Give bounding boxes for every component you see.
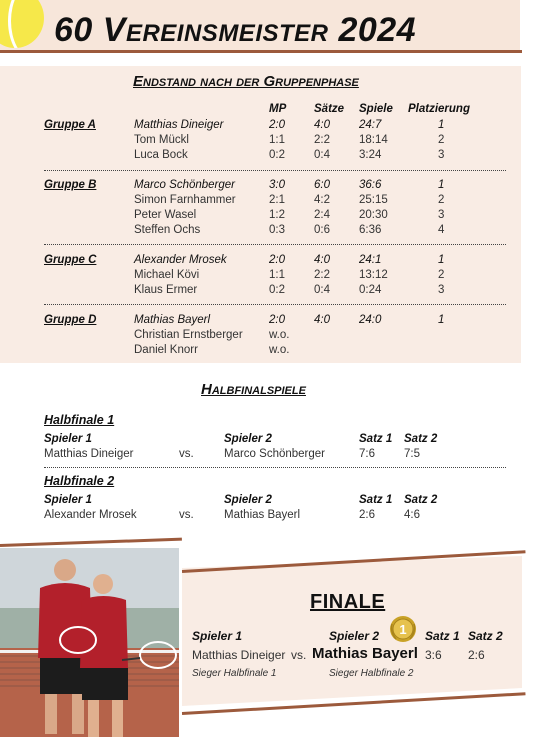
group-a-row2-player: Tom Mückl <box>134 134 189 146</box>
gold-medal-icon <box>388 614 418 644</box>
group-a-row2-mp: 1:1 <box>269 134 285 146</box>
group-a-row2-platz: 2 <box>438 134 445 146</box>
final-p1-note: Sieger Halbfinale 1 <box>192 668 277 679</box>
group-d-row1-platz: 1 <box>438 314 445 326</box>
semifinal-2-header-p2: Spieler 2 <box>224 494 272 506</box>
group-b-row3-player: Peter Wasel <box>134 209 197 221</box>
semifinal-1-header-s2: Satz 2 <box>404 433 438 445</box>
final-header-p2: Spieler 2 <box>329 629 380 643</box>
group-b-row1-mp: 3:0 <box>269 179 285 191</box>
group-b-row4-spiele: 6:36 <box>359 224 382 236</box>
final-header-s2: Satz 2 <box>468 629 503 643</box>
semifinal-1-s1: 7:6 <box>359 448 375 460</box>
group-b-row1-spiele: 36:6 <box>359 179 382 191</box>
group-d-label: Gruppe D <box>44 314 97 326</box>
group-d-row2-player: Christian Ernstberger <box>134 329 243 341</box>
semifinal-2-header-p1: Spieler 1 <box>44 494 92 506</box>
group-d-row1-mp: 2:0 <box>269 314 285 326</box>
group-a-row3-player: Luca Bock <box>134 149 188 161</box>
group-b-row4-saetze: 0:6 <box>314 224 330 236</box>
semifinal-1-header-s1: Satz 1 <box>359 433 393 445</box>
group-b-row4-mp: 0:3 <box>269 224 285 236</box>
group-c-row3-player: Klaus Ermer <box>134 284 198 296</box>
group-d-row1-spiele: 24:0 <box>359 314 382 326</box>
semifinal-1-vs: vs. <box>179 448 194 460</box>
group-a-row2-spiele: 18:14 <box>359 134 388 146</box>
final-p2-winner: Mathias Bayerl <box>312 645 418 662</box>
header-spiele: Spiele <box>359 103 393 115</box>
group-a-row1-platz: 1 <box>438 119 445 131</box>
group-a-row3-mp: 0:2 <box>269 149 285 161</box>
group-c-row3-saetze: 0:4 <box>314 284 330 296</box>
group-c-row3-mp: 0:2 <box>269 284 285 296</box>
group-c-row3-spiele: 0:24 <box>359 284 382 296</box>
final-header-s1: Satz 1 <box>425 629 460 643</box>
group-a-row1-player: Matthias Dineiger <box>134 119 224 131</box>
group-d-row3-mp: w.o. <box>269 344 290 356</box>
tennis-ball-icon <box>0 0 44 48</box>
header-divider <box>0 50 522 53</box>
players-illustration <box>0 548 179 737</box>
header-saetze: Sätze <box>314 103 345 115</box>
group-b-row2-saetze: 4:2 <box>314 194 330 206</box>
semifinal-2-p2: Mathias Bayerl <box>224 509 301 521</box>
group-d-row2-mp: w.o. <box>269 329 290 341</box>
photo-divider <box>0 538 182 547</box>
header-platzierung: Platzierung <box>408 103 470 115</box>
final-p1: Matthias Dineiger <box>192 648 286 662</box>
group-c-row2-platz: 2 <box>438 269 445 281</box>
final-vs: vs. <box>291 648 307 662</box>
group-c-row2-player: Michael Kövi <box>134 269 200 281</box>
group-c-row1-platz: 1 <box>438 254 445 266</box>
group-b-row1-saetze: 6:0 <box>314 179 330 191</box>
group-c-row1-saetze: 4:0 <box>314 254 330 266</box>
final-title: FINALE <box>310 591 386 613</box>
semifinal-1-p1: Matthias Dineiger <box>44 448 134 460</box>
group-c-row1-mp: 2:0 <box>269 254 285 266</box>
group-d-row1-saetze: 4:0 <box>314 314 330 326</box>
page-title: 60 Vereinsmeister 2024 <box>54 11 417 49</box>
semifinal-1-s2: 7:5 <box>404 448 420 460</box>
group-a-row3-spiele: 3:24 <box>359 149 382 161</box>
group-b-row2-mp: 2:1 <box>269 194 285 206</box>
group-a-row2-saetze: 2:2 <box>314 134 330 146</box>
group-b-row1-platz: 1 <box>438 179 445 191</box>
group-divider <box>44 304 506 305</box>
final-header-p1: Spieler 1 <box>192 629 243 643</box>
group-a-row1-spiele: 24:7 <box>359 119 382 131</box>
final-s2: 2:6 <box>468 648 485 662</box>
group-b-row4-platz: 4 <box>438 224 445 236</box>
group-c-label: Gruppe C <box>44 254 97 266</box>
group-b-row3-mp: 1:2 <box>269 209 285 221</box>
semifinal-divider <box>44 467 506 468</box>
group-c-row2-spiele: 13:12 <box>359 269 388 281</box>
group-b-row3-platz: 3 <box>438 209 445 221</box>
semifinal-1-header-p1: Spieler 1 <box>44 433 92 445</box>
group-d-row3-player: Daniel Knorr <box>134 344 198 356</box>
group-a-row1-saetze: 4:0 <box>314 119 330 131</box>
group-a-row1-mp: 2:0 <box>269 119 285 131</box>
semifinal-2-header-s2: Satz 2 <box>404 494 438 506</box>
semifinal-2-s2: 4:6 <box>404 509 420 521</box>
group-b-row4-player: Steffen Ochs <box>134 224 201 236</box>
group-divider <box>44 170 506 171</box>
final-s1: 3:6 <box>425 648 442 662</box>
semifinal-1-p2: Marco Schönberger <box>224 448 325 460</box>
group-c-row2-mp: 1:1 <box>269 269 285 281</box>
group-b-row1-player: Marco Schönberger <box>134 179 235 191</box>
group-a-label: Gruppe A <box>44 119 96 131</box>
two-tennis-players-photo <box>0 548 179 737</box>
group-divider <box>44 244 506 245</box>
group-b-row2-player: Simon Farnhammer <box>134 194 236 206</box>
group-c-row3-platz: 3 <box>438 284 445 296</box>
group-c-row2-saetze: 2:2 <box>314 269 330 281</box>
header-mp: MP <box>269 103 287 115</box>
group-c-row1-player: Alexander Mrosek <box>134 254 227 266</box>
semifinals-title: Halbfinalspiele <box>201 381 306 398</box>
group-b-row2-platz: 2 <box>438 194 445 206</box>
semifinal-2-vs: vs. <box>179 509 194 521</box>
final-p2-note: Sieger Halbfinale 2 <box>329 668 414 679</box>
group-stage-title: Endstand nach der Gruppenphase <box>133 73 359 90</box>
group-b-row2-spiele: 25:15 <box>359 194 388 206</box>
medal-number: 1 <box>399 622 407 637</box>
group-a-row3-platz: 3 <box>438 149 445 161</box>
semifinal-1-title: Halbfinale 1 <box>44 413 115 427</box>
group-b-row3-spiele: 20:30 <box>359 209 388 221</box>
group-d-row1-player: Mathias Bayerl <box>134 314 211 326</box>
group-a-row3-saetze: 0:4 <box>314 149 330 161</box>
semifinal-2-header-s1: Satz 1 <box>359 494 393 506</box>
semifinal-2-p1: Alexander Mrosek <box>44 509 137 521</box>
group-c-row1-spiele: 24:1 <box>359 254 382 266</box>
semifinal-1-header-p2: Spieler 2 <box>224 433 272 445</box>
group-b-label: Gruppe B <box>44 179 97 191</box>
semifinal-2-s1: 2:6 <box>359 509 375 521</box>
semifinal-2-title: Halbfinale 2 <box>44 474 115 488</box>
group-b-row3-saetze: 2:4 <box>314 209 330 221</box>
